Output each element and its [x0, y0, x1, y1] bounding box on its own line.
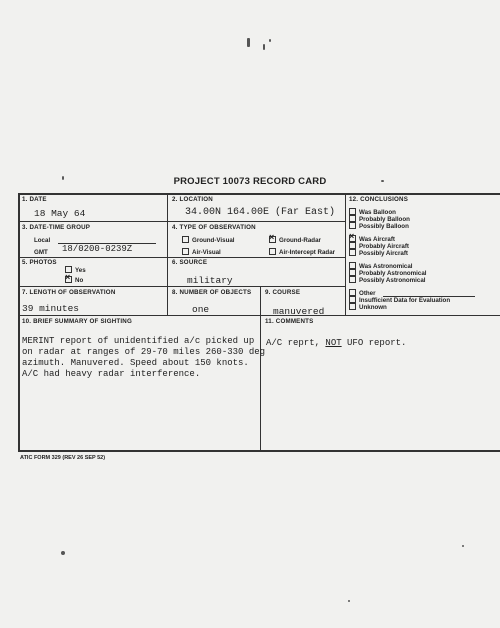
scan-mark — [61, 551, 65, 555]
form-number: ATIC FORM 329 (REV 26 SEP 52) — [20, 455, 106, 461]
checked-box-icon — [269, 236, 276, 243]
conclusion-option: Unknown — [349, 304, 387, 311]
checkbox-icon — [349, 269, 356, 276]
checkbox-icon — [182, 248, 189, 255]
type-obs-label: 4. TYPE OF OBSERVATION — [172, 224, 256, 231]
conclusion-option: Insufficient Data for Evaluation — [349, 297, 450, 304]
conclusion-option: Probably Balloon — [349, 216, 410, 223]
gmt-label: GMT — [34, 249, 48, 256]
conclusion-option: Was Balloon — [349, 209, 396, 216]
summary-text: MERINT report of unidentified a/c picked up on radar at ranges of 29-70 miles 260-330 deg azimuth. Manuvered. Speed about 150 knots. A/C had heavy radar interference. — [22, 336, 266, 379]
air-intercept-option: Air-Intercept Radar — [269, 249, 335, 256]
dtg-label: 3. DATE-TIME GROUP — [22, 224, 91, 231]
checkbox-icon — [349, 249, 356, 256]
length-value: 39 minutes — [22, 303, 80, 314]
scan-mark — [247, 38, 250, 47]
conclusion-option: Possibly Astronomical — [349, 277, 425, 284]
checkbox-icon — [349, 262, 356, 269]
course-label: 9. COURSE — [265, 289, 301, 296]
photos-no-option: ×No — [65, 277, 83, 284]
ground-visual-option: Ground-Visual — [182, 237, 235, 244]
checkbox-icon — [269, 248, 276, 255]
conclusion-option: Probably Astronomical — [349, 270, 427, 277]
source-value: military — [187, 275, 233, 286]
comments-label: 11. COMMENTS — [265, 318, 314, 325]
checkbox-icon — [349, 276, 356, 283]
scan-mark — [269, 39, 271, 42]
length-label: 7. LENGTH OF OBSERVATION — [22, 289, 116, 296]
summary-label: 10. BRIEF SUMMARY OF SIGHTING — [22, 318, 132, 325]
checkbox-icon — [349, 208, 356, 215]
gmt-value: 18/0200-0239Z — [62, 244, 133, 254]
location-value: 34.00N 164.00E (Far East) — [185, 207, 336, 218]
location-label: 2. LOCATION — [172, 196, 213, 203]
date-label: 1. DATE — [22, 196, 47, 203]
num-objects-value: one — [192, 304, 210, 315]
photos-yes-option: Yes — [65, 267, 86, 274]
air-visual-option: Air-Visual — [182, 249, 221, 256]
checkbox-icon — [182, 236, 189, 243]
conclusion-option: Other — [349, 290, 376, 297]
local-label: Local — [34, 237, 51, 244]
photos-label: 5. PHOTOS — [22, 259, 57, 266]
checkbox-icon — [349, 242, 356, 249]
card-title: PROJECT 10073 RECORD CARD — [173, 176, 327, 187]
checked-box-icon — [65, 276, 72, 283]
ground-radar-option: × Ground-Radar — [269, 237, 321, 244]
source-label: 6. SOURCE — [172, 259, 208, 266]
conclusion-option: Probably Aircraft — [349, 243, 409, 250]
date-value: 18 May 64 — [34, 208, 86, 219]
course-value: manuvered — [273, 306, 325, 317]
conclusion-option: Possibly Balloon — [349, 223, 409, 230]
checkbox-icon — [349, 303, 356, 310]
checked-box-icon — [349, 235, 356, 242]
num-objects-label: 8. NUMBER OF OBJECTS — [172, 289, 252, 296]
checkbox-icon — [349, 289, 356, 296]
conclusion-option: Possibly Aircraft — [349, 250, 408, 257]
checkbox-icon — [349, 215, 356, 222]
conclusion-option: ×Was Aircraft — [349, 236, 395, 243]
checkbox-icon — [349, 296, 356, 303]
checkbox-icon — [349, 222, 356, 229]
comments-text: A/C reprt, NOT UFO report. — [266, 338, 407, 348]
scan-mark — [348, 600, 350, 602]
conclusions-label: 12. CONCLUSIONS — [349, 196, 409, 203]
scan-mark — [263, 44, 265, 50]
conclusion-option: Was Astronomical — [349, 263, 413, 270]
scan-mark — [462, 545, 464, 547]
